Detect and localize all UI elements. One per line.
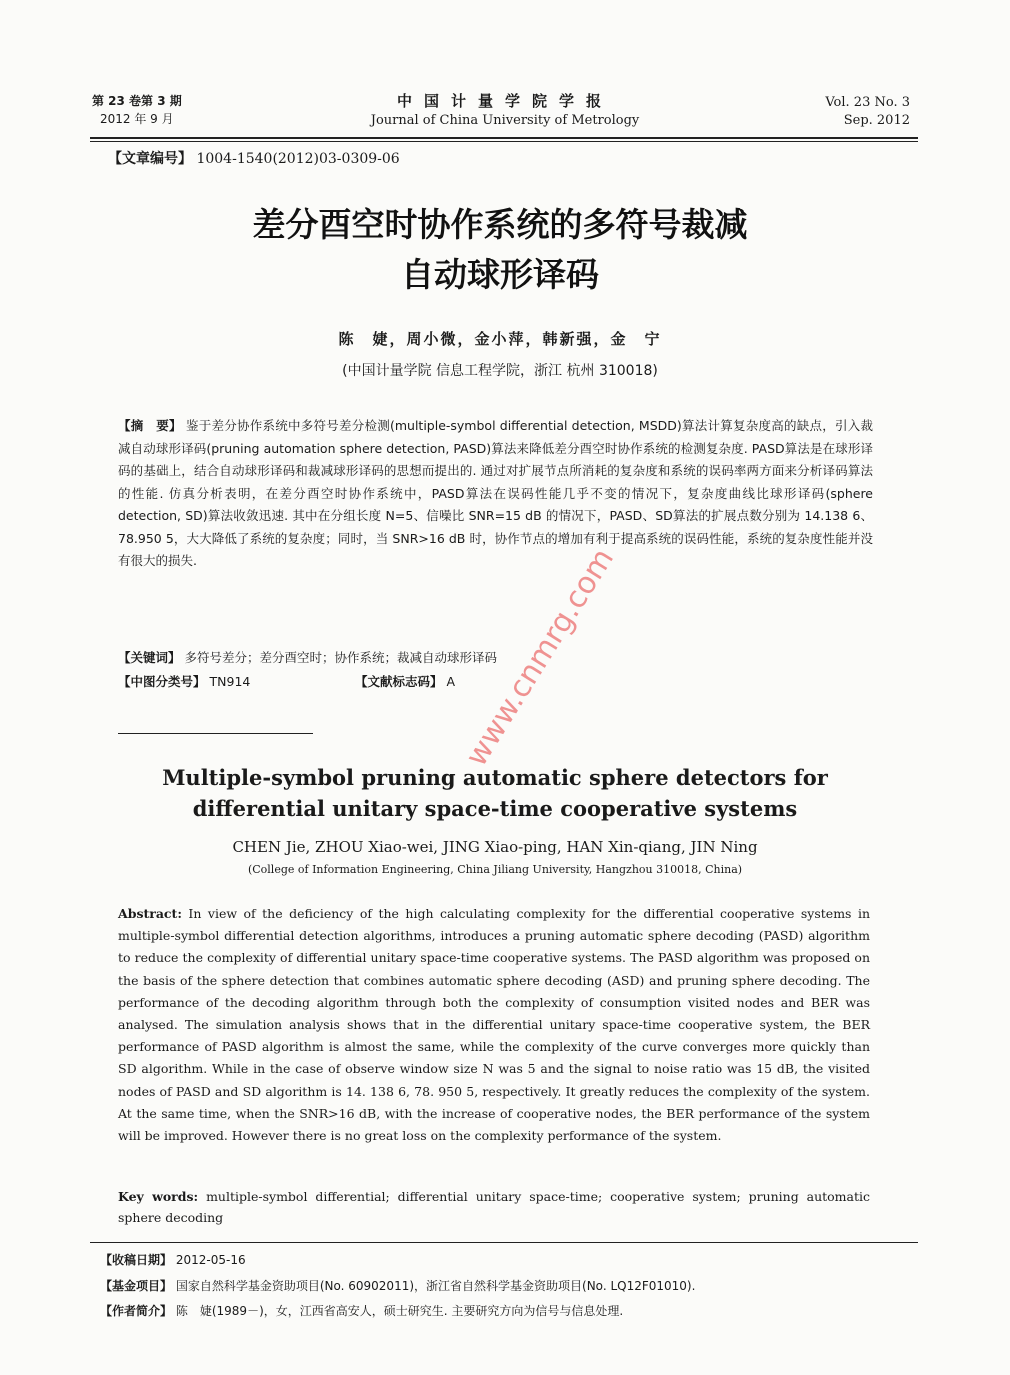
footnote-received [100, 1251, 246, 1268]
keywords-cn-label: 【关键词】 [118, 650, 181, 665]
journal-title [300, 90, 710, 128]
header-rule-thin [90, 141, 918, 142]
watermark: www.cnmrg.com [459, 542, 621, 773]
date-cn: 2012 年 9 月 [100, 112, 174, 126]
header-rule-thick [90, 137, 918, 139]
title-cn-line1: 差分酉空时协作系统的多符号裁减 [252, 205, 748, 244]
footnote-rule [90, 1242, 918, 1243]
document-code-label: 【文献标志码】 [355, 674, 443, 689]
issue-info-cn [92, 92, 182, 128]
title-en-line1: Multiple-symbol pruning automatic sphere detectors for [162, 765, 828, 790]
footnote-fund-label: 【基金项目】 [100, 1279, 173, 1293]
abstract-cn [118, 415, 873, 573]
abstract-en-label: Abstract: [118, 906, 182, 921]
authors-cn: 陈 婕，周小微，金小萍，韩新强，金 宁 [338, 330, 662, 348]
volume-en: Vol. 23 No. 3 [825, 95, 910, 110]
issue-info-en [825, 94, 910, 130]
clc-label: 【中图分类号】 [118, 674, 206, 689]
affiliation-cn: (中国计量学院 信息工程学院，浙江 杭州 310018) [342, 363, 658, 379]
abstract-en [118, 903, 870, 1147]
keywords-en [118, 1186, 870, 1228]
footnote-fund-value: 国家自然科学基金资助项目(No. 60902011)，浙江省自然科学基金资助项目(No. LQ12F01010). [175, 1279, 696, 1293]
abstract-en-text: In view of the deficiency of the high calculating complexity for the differential cooperative systems in multiple-symbol differential detection algorithms, introduces a pruning automatic sphere decoding (PASD) algorithm to reduce the complexity of differential unitary space-time cooperative systems. The PASD algorithm was proposed on the basis of the sphere detection that combines automatic sphere decoding (ASD) and pruning sphere decoding. The performance of the decoding algorithm through both the complexity of consumption visited nodes and BER was analysed. The simulation analysis shows that in the differential unitary space-time cooperative system, the BER performance of PASD algorithm is almost the same, while the complexity of the curve converges more quickly than SD algorithm. While in the case of observe window size N was 5 and the signal to noise ratio was 15 dB, the visited nodes of PASD and SD algorithm is 14. 138 6, 78. 950 5, respectively. It greatly reduces the complexity of the system. At the same time, when the SNR>16 dB, with the increase of cooperative nodes, the BER performance of the system will be improved. However there is no great loss on the complexity performance of the system. [118, 906, 870, 1144]
footnote-received-value: 2012-05-16 [175, 1253, 246, 1267]
clc-value: TN914 [209, 674, 251, 689]
keywords-en-text: multiple-symbol differential; differential unitary space-time; cooperative system; pruning automatic sphere decoding [118, 1189, 870, 1225]
keywords-en-label: Key words: [118, 1189, 199, 1204]
abstract-cn-label: 【摘 要】 [118, 418, 182, 433]
footnote-author [100, 1302, 623, 1319]
article-number-label: 【文章编号】 [108, 151, 192, 167]
journal-title-cn: 中国计量学院学报 [396, 92, 613, 110]
document-code-value: A [446, 674, 456, 689]
footnote-author-label: 【作者简介】 [100, 1304, 173, 1318]
title-en-line2: differential unitary space-time cooperative systems [192, 796, 798, 821]
section-rule [118, 733, 313, 734]
keywords-cn [118, 648, 497, 666]
abstract-cn-text: 鉴于差分协作系统中多符号差分检测(multiple-symbol differential detection, MSDD)算法计算复杂度高的缺点，引入裁减自动球形译码(pruning automation sphere detection, PASD)算法来降低差分酉空时协作系统的检测复杂度. PASD算法是在球形译码的基础上，结合自动球形译码和裁减球形译码的思想而提出的. 通过对扩展节点所消耗的复杂度和系统的误码率两方面来分析译码算法的性能. 仿真分析表明，在差分酉空时协作系统中，PASD算法在误码性能几乎不变的情况下，复杂度曲线比球形译码(sphere detection, SD)算法收敛迅速. 其中在分组长度 N=5、信噪比 SNR=15 dB 的情况下，PASD、SD算法的扩展点数分别为 14.138 6、78.950 5，大大降低了系统的复杂度；同时，当 SNR>16 dB 时，协作节点的增加有利于提高系统的误码性能，系统的复杂度性能并没有很大的损失. [118, 418, 873, 568]
title-cn-line2: 自动球形译码 [401, 255, 599, 294]
footnote-received-label: 【收稿日期】 [100, 1253, 173, 1267]
affiliation-en: (College of Information Engineering, China Jiliang University, Hangzhou 310018, China) [247, 863, 743, 876]
article-number [108, 148, 400, 168]
article-number-value: 1004-1540(2012)03-0309-06 [196, 151, 400, 167]
footnote-author-value: 陈 婕(1989－)，女，江西省高安人，硕士研究生. 主要研究方向为信号与信息处理. [175, 1304, 624, 1318]
keywords-cn-text: 多符号差分；差分酉空时；协作系统；裁减自动球形译码 [184, 650, 498, 665]
volume-cn: 第 23 卷第 3 期 [92, 94, 182, 108]
date-en: Sep. 2012 [843, 113, 910, 128]
authors-en: CHEN Jie, ZHOU Xiao-wei, JING Xiao-ping, HAN Xin-qiang, JIN Ning [232, 838, 758, 856]
document-code [355, 672, 455, 690]
title-en [100, 762, 890, 824]
journal-title-en: Journal of China University of Metrology [370, 113, 640, 128]
title-cn [100, 200, 900, 300]
footnote-fund [100, 1277, 695, 1294]
clc-number [118, 672, 250, 690]
